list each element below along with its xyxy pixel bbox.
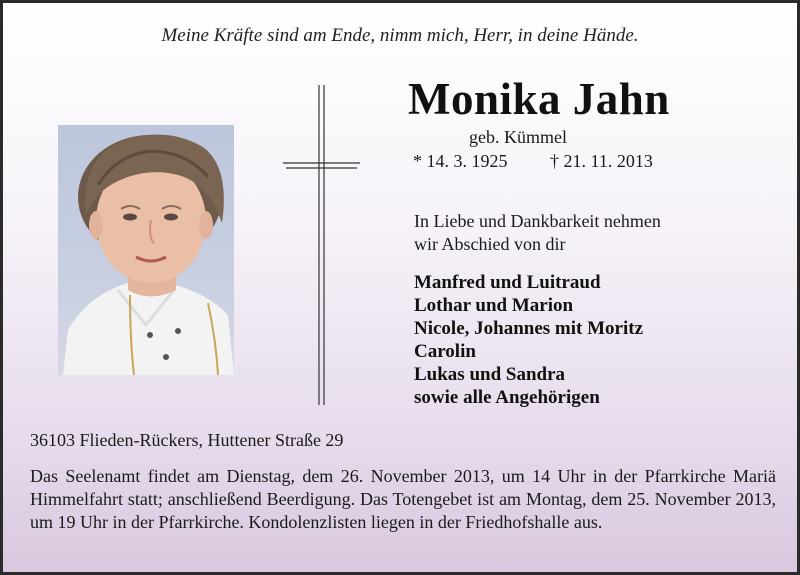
mourner-entry: Nicole, Johannes mit Moritz xyxy=(414,318,644,339)
mourner-entry: Manfred und Luitraud xyxy=(414,272,601,293)
mourners-list xyxy=(414,271,643,409)
mourner-entry: sowie alle Angehörigen xyxy=(414,387,600,408)
deceased-name: Monika Jahn xyxy=(408,74,670,124)
funeral-notice: Das Seelenamt findet am Dienstag, dem 26. November 2013, um 14 Uhr in der Pfarrkirche Mariä Himmelfahrt statt; anschließend Beerdigung. Das Totengebet ist am Montag, dem 25. November 2013, um 19 Uhr in der Pfarrkirche. Kondolenzlisten liegen in der Friedhofshalle aus. xyxy=(30,466,776,532)
obituary-card xyxy=(3,3,797,572)
farewell-line: wir Abschied von dir xyxy=(414,234,566,254)
mourner-entry: Lothar und Marion xyxy=(414,295,574,316)
farewell-text xyxy=(414,210,661,256)
birth-name: geb. Kümmel xyxy=(469,127,567,147)
mourner-entry: Lukas und Sandra xyxy=(414,364,566,385)
birth-date: * 14. 3. 1925 xyxy=(413,151,508,171)
family-address: 36103 Flieden-Rückers, Huttener Straße 29 xyxy=(30,430,344,450)
death-date: † 21. 11. 2013 xyxy=(550,151,653,171)
mourner-entry: Carolin xyxy=(414,341,476,362)
motto-verse: Meine Kräfte sind am Ende, nimm mich, Herr, in deine Hände. xyxy=(161,25,639,46)
cross-icon xyxy=(283,85,363,405)
portrait-illustration xyxy=(58,125,234,375)
portrait-photo xyxy=(58,125,234,375)
farewell-line: In Liebe und Dankbarkeit nehmen xyxy=(414,211,661,231)
